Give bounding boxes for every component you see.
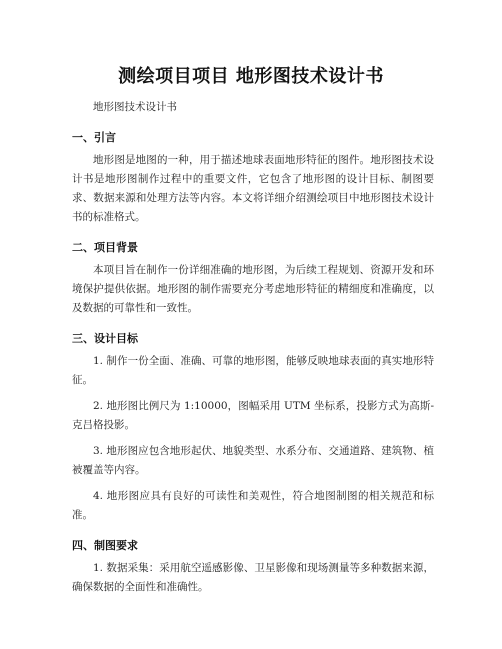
goal-item-2: 2. 地形图比例尺为 1:10000，图幅采用 UTM 坐标系，投影方式为高斯-克吕格投影。 bbox=[72, 400, 434, 431]
section-body-goals-2 bbox=[72, 397, 434, 435]
section-body-goals-4 bbox=[72, 487, 434, 525]
document-title: 测绘项目项目 地形图技术设计书 bbox=[118, 66, 384, 87]
goal-item-4: 4. 地形图应具有良好的可读性和美观性，符合地图制图的相关规范和标准。 bbox=[72, 490, 434, 521]
section-heading-requirements: 四、制图要求 bbox=[72, 539, 138, 552]
requirement-item-1: 1. 数据采集：采用航空遥感影像、卫星影像和现场测量等多种数据来源，确保数据的全面性和准确性。 bbox=[72, 562, 434, 593]
paragraph: 本项目旨在制作一份详细准确的地形图，为后续工程规划、资源开发和环境保护提供依据。地形图的制作需要充分考虑地形特征的精细度和准确度，以及数据的可靠性和一致性。 bbox=[72, 264, 434, 314]
section-body-requirements bbox=[72, 559, 434, 597]
section-heading-goals: 三、设计目标 bbox=[72, 332, 138, 345]
section-heading-background: 二、项目背景 bbox=[72, 241, 138, 254]
goal-item-1: 1. 制作一份全面、准确、可靠的地形图，能够反映地球表面的真实地形特征。 bbox=[72, 355, 434, 386]
section-heading-introduction: 一、引言 bbox=[72, 131, 116, 144]
section-body-introduction bbox=[72, 151, 434, 227]
goal-item-3: 3. 地形图应包含地形起伏、地貌类型、水系分布、交通道路、建筑物、植被覆盖等内容。 bbox=[72, 445, 434, 476]
section-body-goals bbox=[72, 352, 434, 390]
section-body-background bbox=[72, 261, 434, 318]
section-body-goals-3 bbox=[72, 442, 434, 480]
document-subtitle: 地形图技术设计书 bbox=[93, 101, 177, 113]
paragraph: 地形图是地图的一种，用于描述地球表面地形特征的图件。地形图技术设计书是地形图制作过程中的重要文件，它包含了地形图的设计目标、制图要求、数据来源和处理方法等内容。本文将详细介绍测绘项目中地形图技术设计书的标准格式。 bbox=[72, 154, 434, 223]
document-subtitle-block bbox=[72, 98, 434, 117]
